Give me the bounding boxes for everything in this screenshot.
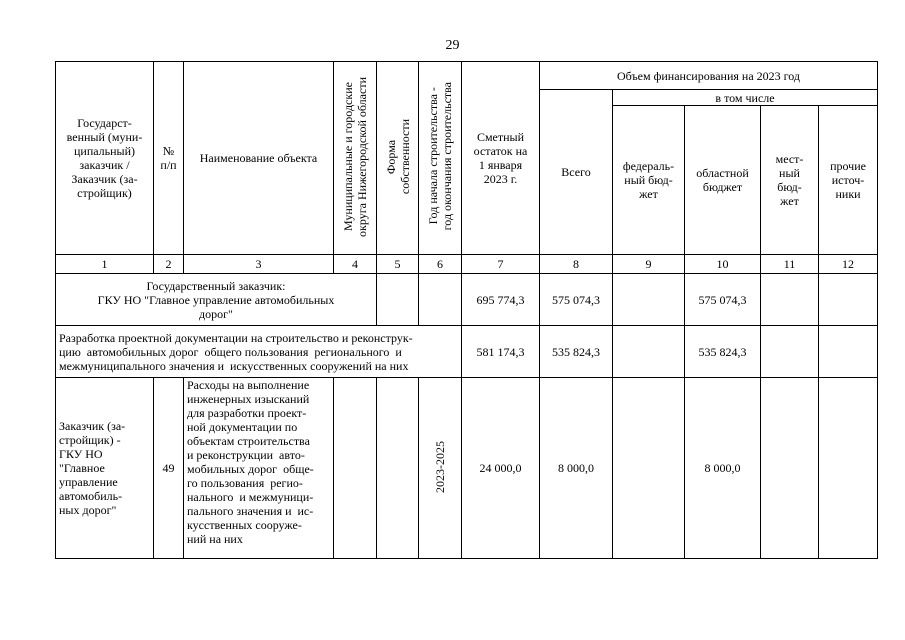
empty-cell bbox=[613, 274, 685, 326]
empty-cell bbox=[613, 326, 685, 378]
column-number: 4 bbox=[334, 255, 377, 274]
header-federal: федераль- ный бюд- жет bbox=[613, 106, 685, 255]
column-number: 3 bbox=[184, 255, 334, 274]
design-section-total: 535 824,3 bbox=[540, 326, 613, 378]
empty-cell bbox=[377, 274, 419, 326]
financing-table bbox=[55, 61, 878, 559]
header-ownership: Форма собственности bbox=[383, 118, 412, 195]
empty-cell bbox=[613, 378, 685, 559]
header-customer: Государст- венный (муни- ципальный) заказчик / Заказчик (за- стройщик) bbox=[56, 62, 154, 255]
header-including: в том числе bbox=[613, 90, 878, 106]
page-number: 29 bbox=[445, 38, 460, 53]
empty-cell bbox=[419, 274, 462, 326]
column-number: 10 bbox=[685, 255, 761, 274]
header-no: № п/п bbox=[154, 62, 184, 255]
header-object-name: Наименование объекта bbox=[184, 62, 334, 255]
design-section-balance: 581 174,3 bbox=[462, 326, 540, 378]
design-section-regional: 535 824,3 bbox=[685, 326, 761, 378]
table-row bbox=[56, 326, 878, 378]
header-financing: Объем финансирования на 2023 год bbox=[540, 62, 878, 90]
header-municipalities-cell bbox=[334, 62, 377, 255]
item-49-object-name: Расходы на выполнение инженерных изысканий для разработки проект- ной документации по объектам строительства и реконструкции авто- мобильных дорог обще- го пользования регио- нального и межмуници- пального значения и ис- кусственных сооруже- ний на них bbox=[184, 378, 334, 559]
customer-total-label: Государственный заказчик: ГКУ НО "Главное управление автомобильных дорог" bbox=[56, 274, 377, 326]
item-49-years-cell bbox=[419, 378, 462, 559]
header-ownership-cell bbox=[377, 62, 419, 255]
item-49-regional: 8 000,0 bbox=[685, 378, 761, 559]
empty-cell bbox=[761, 274, 819, 326]
header-years-cell bbox=[419, 62, 462, 255]
empty-cell bbox=[761, 326, 819, 378]
empty-cell bbox=[377, 378, 419, 559]
empty-cell bbox=[819, 326, 878, 378]
item-49-years: 2023-2025 bbox=[433, 440, 447, 493]
column-number: 1 bbox=[56, 255, 154, 274]
column-number: 12 bbox=[819, 255, 878, 274]
empty-cell bbox=[819, 274, 878, 326]
item-49-no: 49 bbox=[154, 378, 184, 559]
header-local: мест- ный бюд- жет bbox=[761, 106, 819, 255]
header-regional: областной бюджет bbox=[685, 106, 761, 255]
customer-total-balance: 695 774,3 bbox=[462, 274, 540, 326]
column-number: 11 bbox=[761, 255, 819, 274]
header-years: Год начала строительства - год окончания строительства bbox=[426, 82, 454, 231]
column-number: 7 bbox=[462, 255, 540, 274]
item-49-customer: Заказчик (за- стройщик) - ГКУ НО "Главное управление автомобиль- ных дорог" bbox=[56, 378, 154, 559]
empty-cell bbox=[761, 378, 819, 559]
customer-total-regional: 575 074,3 bbox=[685, 274, 761, 326]
column-number: 6 bbox=[419, 255, 462, 274]
column-number: 2 bbox=[154, 255, 184, 274]
header-other: прочие источ- ники bbox=[819, 106, 878, 255]
column-number: 9 bbox=[613, 255, 685, 274]
table-row bbox=[56, 274, 878, 326]
empty-cell bbox=[819, 378, 878, 559]
header-estimated-balance: Сметный остаток на 1 января 2023 г. bbox=[462, 62, 540, 255]
header-total: Всего bbox=[540, 90, 613, 255]
column-number: 8 bbox=[540, 255, 613, 274]
table-row bbox=[56, 378, 878, 559]
design-section-label: Разработка проектной документации на строительство и реконструк- цию автомобильных дорог общего пользования регионального и межмуниципального значения и искусственных сооружений на них bbox=[56, 326, 462, 378]
customer-total-total: 575 074,3 bbox=[540, 274, 613, 326]
item-49-total: 8 000,0 bbox=[540, 378, 613, 559]
header-municipalities: Муниципальные и городские округа Нижегородской области bbox=[341, 76, 369, 237]
item-49-balance: 24 000,0 bbox=[462, 378, 540, 559]
empty-cell bbox=[334, 378, 377, 559]
column-number: 5 bbox=[377, 255, 419, 274]
